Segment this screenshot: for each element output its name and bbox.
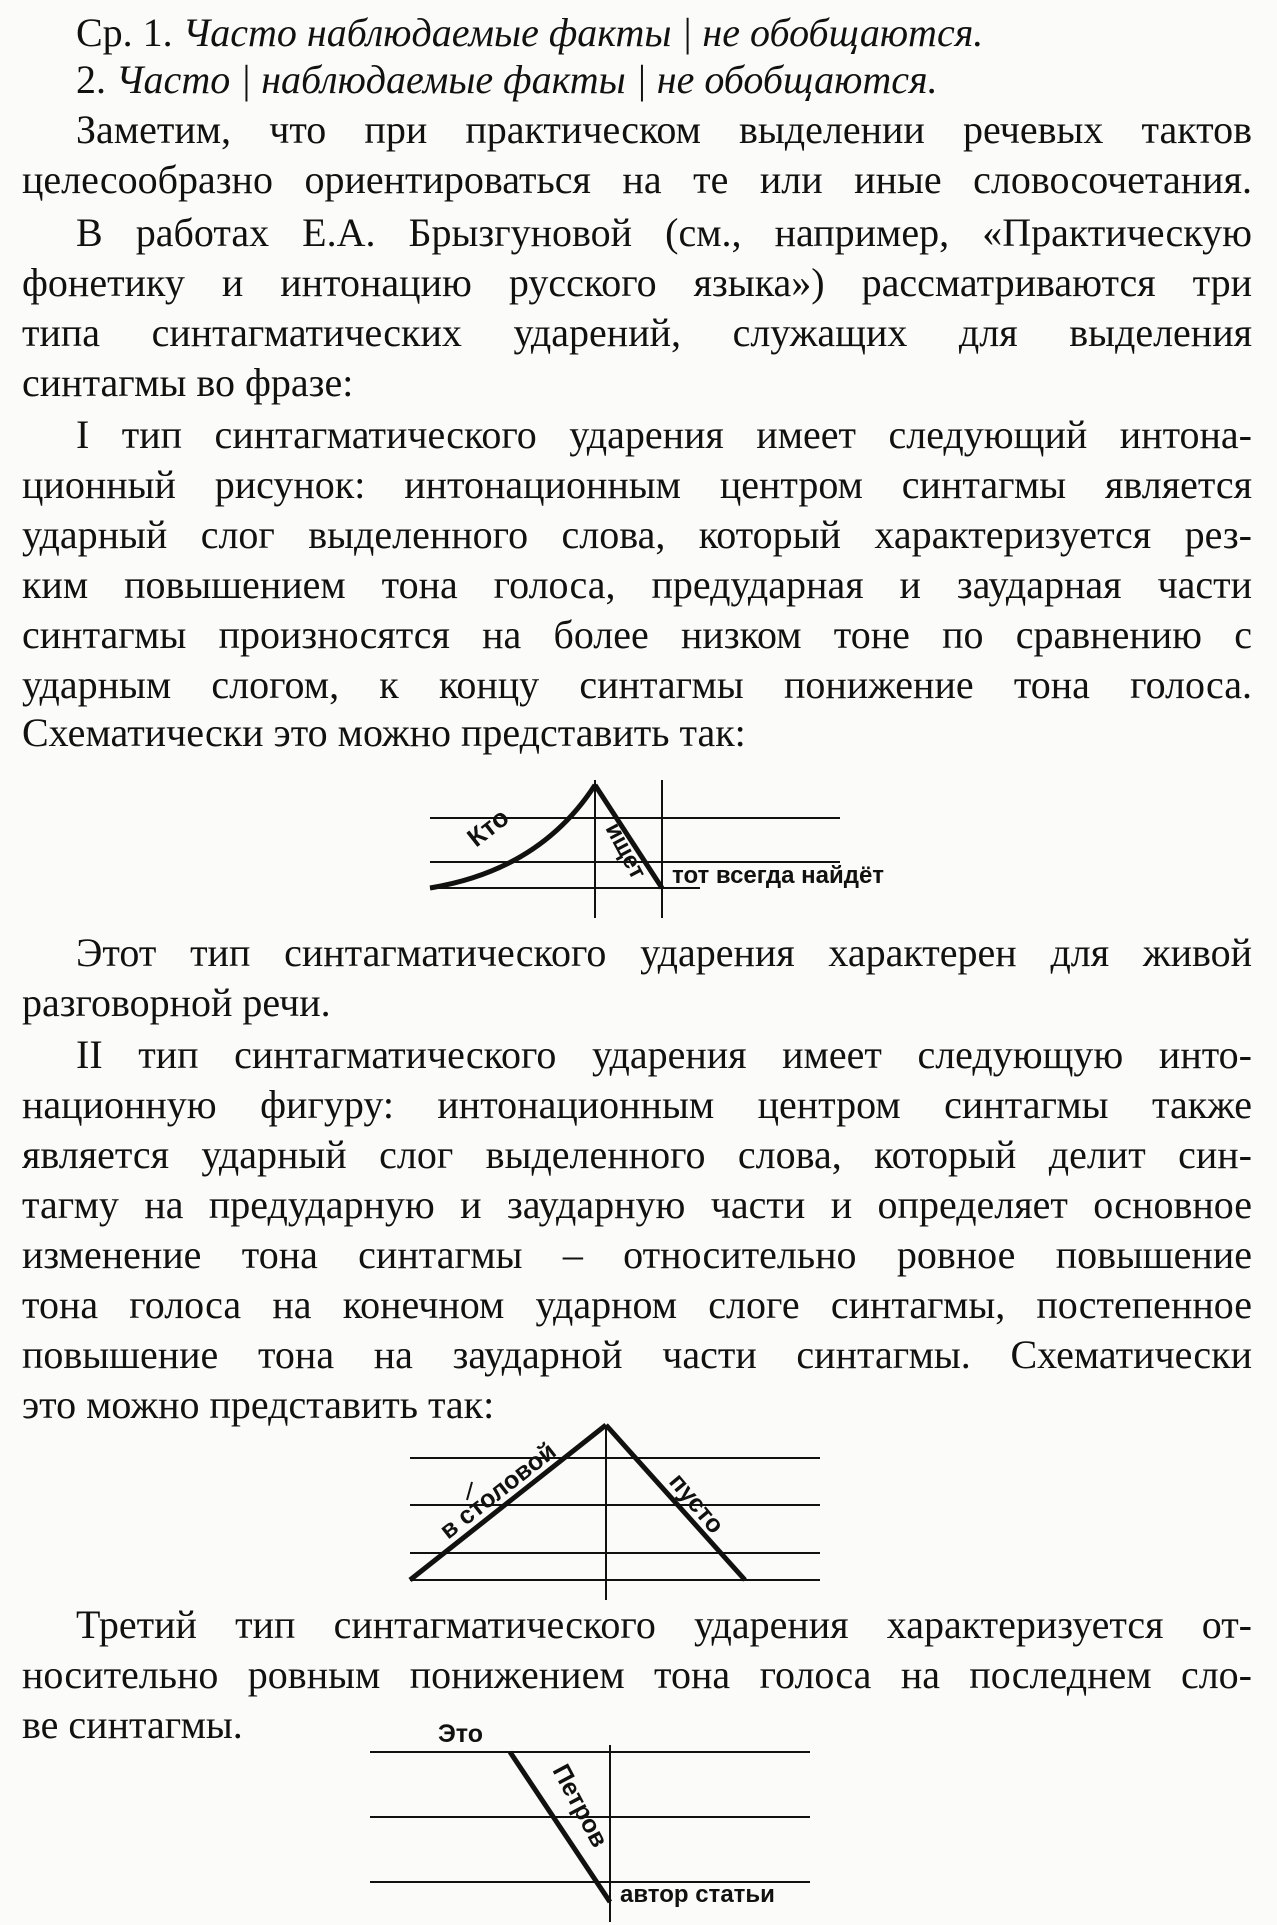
paragraph-line: повышение тона на заударной части синтагмы. Схематически bbox=[22, 1332, 1252, 1377]
paragraph-line: Этот тип синтагматического ударения характерен для живой bbox=[76, 930, 1252, 975]
paragraph-line: ударный слог выделенного слова, который характеризуется рез- bbox=[22, 512, 1252, 557]
paragraph-line: ционный рисунок: интонационным центром синтагмы является bbox=[22, 462, 1252, 507]
paragraph-line: изменение тона синтагмы – относительно ровное повышение bbox=[22, 1232, 1252, 1277]
fig1-label-before: Кто bbox=[461, 801, 515, 853]
paragraph-line: В работах Е.А. Брызгуновой (см., например, «Практическую bbox=[76, 210, 1252, 255]
fig3-label-after: автор статьи bbox=[620, 1881, 775, 1908]
paragraph-line: это можно представить так: bbox=[22, 1382, 495, 1427]
fig3-label-top: Это bbox=[438, 1720, 483, 1748]
paragraph-line: Третий тип синтагматического ударения характеризуется от- bbox=[76, 1602, 1252, 1647]
example-prefix: Ср. 1. bbox=[76, 10, 183, 55]
paragraph-line: тона голоса на конечном ударном слоге синтагмы, постепенное bbox=[22, 1282, 1252, 1327]
fig2-label-before: в столовой bbox=[434, 1436, 562, 1545]
paragraph-line: I тип синтагматического ударения имеет следующий интона- bbox=[76, 412, 1252, 457]
fig1-label-stress: ищет bbox=[599, 818, 652, 884]
paragraph-line: целесообразно ориентироваться на те или иные словосочетания. bbox=[22, 157, 1252, 202]
paragraph-line: ударным слогом, к концу синтагмы понижение тона голоса. bbox=[22, 662, 1252, 707]
paragraph-line: II тип синтагматического ударения имеет следующую инто- bbox=[76, 1032, 1252, 1077]
paragraph-line: носительно ровным понижением тона голоса на последнем сло- bbox=[22, 1652, 1252, 1697]
paragraph-line: типа синтагматических ударений, служащих для выделения bbox=[22, 310, 1252, 355]
paragraph-line: Схематически это можно представить так: bbox=[22, 710, 746, 755]
example-text: Часто | наблюдаемые факты | не обобщаются. bbox=[116, 57, 938, 102]
paragraph-line: национную фигуру: интонационным центром синтагмы также bbox=[22, 1082, 1252, 1127]
paragraph-line: тагму на предударную и заударную части и определяет основное bbox=[22, 1182, 1252, 1227]
paragraph-line: фонетику и интонацию русского языка») рассматриваются три bbox=[22, 260, 1252, 305]
paragraph-line: Заметим, что при практическом выделении речевых тактов bbox=[76, 107, 1252, 152]
paragraph-line: ким повышением тона голоса, предударная и заударная части bbox=[22, 562, 1252, 607]
fig3-label-slope: Петров bbox=[546, 1759, 614, 1853]
paragraph-line: синтагмы во фразе: bbox=[22, 360, 354, 405]
fig1-label-after: тот всегда найдёт bbox=[672, 862, 885, 889]
fig2-label-after: пусто bbox=[663, 1467, 730, 1540]
example-text: Часто наблюдаемые факты | не обобщаются. bbox=[182, 10, 984, 55]
paragraph-line: разговорной речи. bbox=[22, 980, 331, 1025]
paragraph-line: является ударный слог выделенного слова, который делит син- bbox=[22, 1132, 1252, 1177]
example-prefix: 2. bbox=[76, 57, 116, 102]
paragraph-line: ве синтагмы. bbox=[22, 1702, 243, 1747]
paragraph-line: синтагмы произносятся на более низком тоне по сравнению с bbox=[22, 612, 1252, 657]
